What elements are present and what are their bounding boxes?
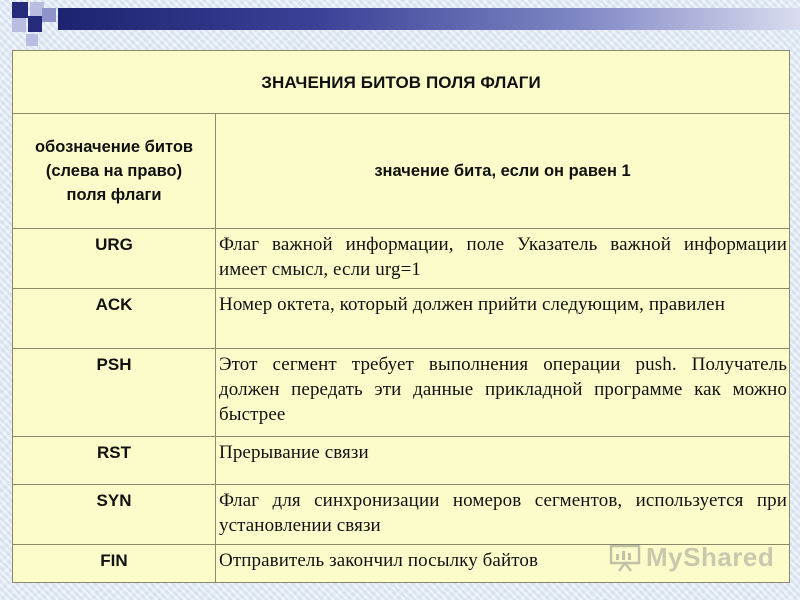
- flag-description: Флаг для синхронизации номеров сегментов, используется при установлении связи: [216, 485, 790, 545]
- flag-code: ACK: [13, 289, 216, 349]
- decor-square: [12, 2, 28, 18]
- flag-description: Флаг важной информации, поле Указатель важной информации имеет смысл, если urg=1: [216, 229, 790, 289]
- header-bit-meaning: [216, 114, 790, 229]
- slide-header-decoration: [0, 0, 800, 50]
- table-title: [13, 51, 790, 114]
- table-title-row: [13, 51, 790, 114]
- flags-table: [12, 50, 790, 583]
- decor-square: [28, 16, 42, 32]
- decor-square: [26, 34, 38, 46]
- table-row: [13, 349, 790, 437]
- header-right-text: значение бита, если он равен 1: [374, 162, 631, 180]
- table-row: [13, 229, 790, 289]
- table-row: [13, 437, 790, 485]
- table-title-text: ЗНАЧЕНИЯ БИТОВ ПОЛЯ ФЛАГИ: [261, 73, 541, 92]
- flag-code: FIN: [13, 545, 216, 583]
- flag-code: URG: [13, 229, 216, 289]
- table-row: [13, 545, 790, 583]
- watermark-text: MyShared: [646, 541, 775, 572]
- table-header-row: [13, 114, 790, 229]
- header-bit-designation: [13, 114, 216, 229]
- flag-description: Прерывание связи: [216, 437, 790, 485]
- header-left-line: (слева на право): [45, 162, 183, 180]
- flag-code: PSH: [13, 349, 216, 437]
- flag-code: RST: [13, 437, 216, 485]
- table-row: [13, 289, 790, 349]
- flag-description: Отправитель закончил посылку байтов: [216, 545, 790, 583]
- header-bar: [58, 8, 800, 30]
- header-left-line: обозначение битов: [34, 138, 194, 156]
- decor-square: [42, 8, 56, 22]
- flag-code: SYN: [13, 485, 216, 545]
- table-row: [13, 485, 790, 545]
- flag-description: Этот сегмент требует выполнения операции push. Получатель должен передать эти данные прикладной программе как можно быстрее: [216, 349, 790, 437]
- decor-square: [12, 18, 26, 32]
- header-left-line: поля флаги: [66, 186, 162, 204]
- flag-description: Номер октета, который должен прийти следующим, правилен: [216, 289, 790, 349]
